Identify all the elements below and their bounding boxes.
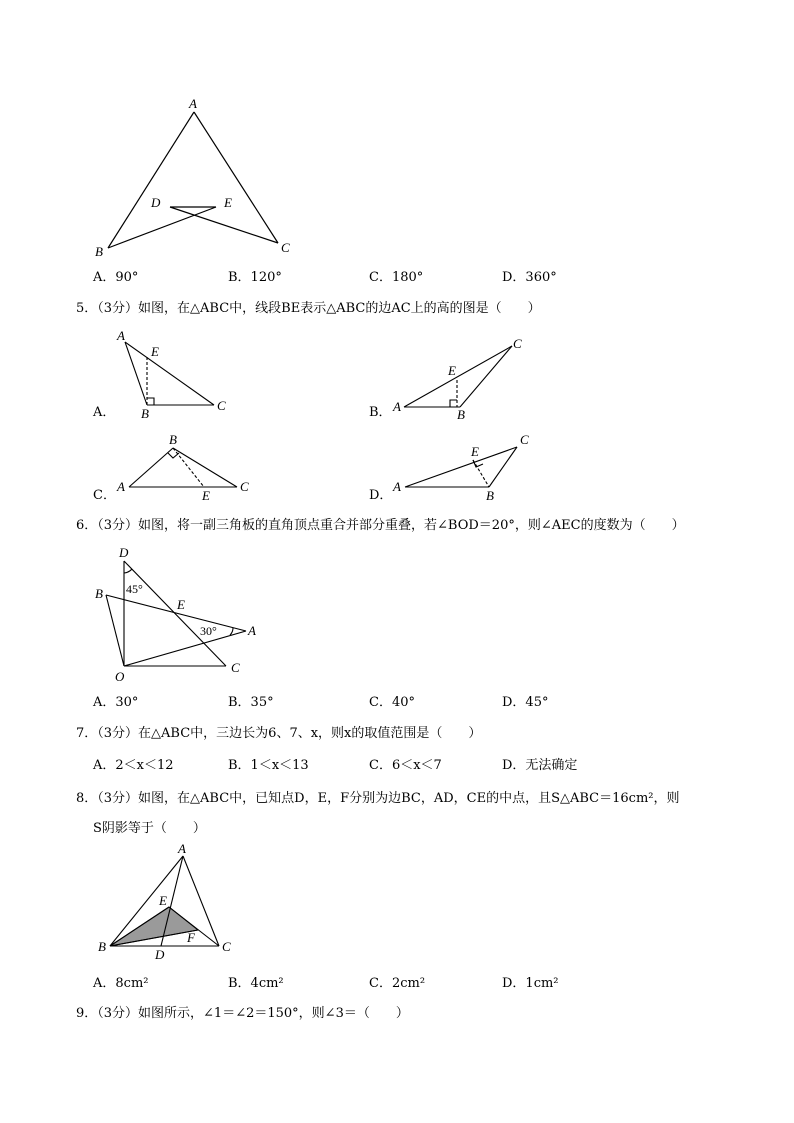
q6-label-c: C	[231, 660, 240, 675]
q4-label-c: C	[281, 240, 290, 255]
q4-label-b: B	[95, 244, 103, 259]
q4-figure	[0, 0, 794, 260]
q4-label-a: A	[189, 96, 197, 111]
q4-label-e: E	[224, 195, 232, 210]
q4-option-a[interactable]: A．90°	[93, 270, 139, 285]
q8-shaded-region	[110, 907, 198, 946]
q5-figures	[0, 320, 794, 510]
q5d-label-b: B	[486, 488, 494, 503]
q5a-label-e: E	[151, 344, 159, 359]
q6-question-text: 6．（3分）如图，将一副三角板的直角顶点重合并部分重叠，若∠BOD＝20°，则∠AEC的度数为（ ）	[76, 518, 685, 533]
q5-option-c[interactable]: C．	[93, 488, 116, 503]
q8-label-f: F	[187, 930, 195, 945]
q5-option-a[interactable]: A．	[93, 405, 116, 420]
q8-label-b: B	[98, 939, 106, 954]
q8-question-text-line1: 8．（3分）如图，在△ABC中，已知点D，E，F分别为边BC，AD，CE的中点，且S△ABC＝16cm²，则	[76, 791, 680, 806]
q5-question-text: 5．（3分）如图，在△ABC中，线段BE表示△ABC的边AC上的高的图是（ ）	[76, 301, 541, 316]
q5a-label-a: A	[117, 328, 125, 343]
q6-label-b: B	[95, 586, 103, 601]
q7-option-b[interactable]: B．1＜x＜13	[228, 758, 309, 773]
q5c-label-e: E	[202, 488, 210, 503]
q8-option-a[interactable]: A．8cm²	[93, 976, 149, 991]
q4-label-d: D	[151, 195, 161, 210]
q5a-label-b: B	[141, 406, 149, 421]
q6-option-b[interactable]: B．35°	[228, 695, 274, 710]
q4-option-c[interactable]: C．180°	[369, 270, 424, 285]
q6-option-a[interactable]: A．30°	[93, 695, 139, 710]
q5d-label-e: E	[471, 444, 479, 459]
q5-option-b[interactable]: B．	[369, 405, 392, 420]
q6-label-d: D	[119, 545, 129, 560]
q8-label-c: C	[222, 939, 231, 954]
q8-option-b[interactable]: B．4cm²	[228, 976, 284, 991]
q6-label-45: 45°	[126, 582, 143, 596]
q6-label-e: E	[177, 597, 185, 612]
q5-option-d[interactable]: D．	[369, 488, 393, 503]
q5b-label-e: E	[448, 363, 456, 378]
q4-option-d[interactable]: D．360°	[502, 270, 557, 285]
q6-option-d[interactable]: D．45°	[502, 695, 549, 710]
q5d-label-c: C	[520, 432, 529, 447]
q7-option-a[interactable]: A．2＜x＜12	[93, 758, 174, 773]
q6-label-30: 30°	[200, 624, 217, 638]
q7-option-d[interactable]: D．无法确定	[502, 758, 578, 773]
q8-label-a: A	[178, 841, 186, 856]
q7-option-c[interactable]: C．6＜x＜7	[369, 758, 442, 773]
q8-label-d: D	[155, 947, 165, 962]
q8-option-d[interactable]: D．1cm²	[502, 976, 559, 991]
q5b-label-c: C	[513, 336, 522, 351]
q5a-label-c: C	[217, 398, 226, 413]
q5b-label-b: B	[457, 407, 465, 422]
q8-option-c[interactable]: C．2cm²	[369, 976, 426, 991]
q5c-label-b: B	[169, 432, 177, 447]
q5d-label-a: A	[393, 479, 401, 494]
q9-question-text: 9．（3分）如图所示，∠1＝∠2＝150°，则∠3＝（ ）	[76, 1006, 409, 1021]
q6-figure	[0, 540, 794, 690]
q4-option-b[interactable]: B．120°	[228, 270, 282, 285]
q5b-label-a: A	[393, 399, 401, 414]
q6-option-c[interactable]: C．40°	[369, 695, 415, 710]
q5c-label-c: C	[240, 479, 249, 494]
q7-question-text: 7．（3分）在△ABC中，三边长为6、7、x，则x的取值范围是（ ）	[76, 726, 482, 741]
q6-label-o: O	[115, 669, 125, 684]
q8-figure	[0, 840, 794, 970]
q8-label-e: E	[159, 893, 167, 908]
q6-label-a: A	[248, 623, 256, 638]
q8-question-text-line2: S阴影等于（ ）	[93, 821, 206, 836]
q5c-label-a: A	[117, 479, 125, 494]
